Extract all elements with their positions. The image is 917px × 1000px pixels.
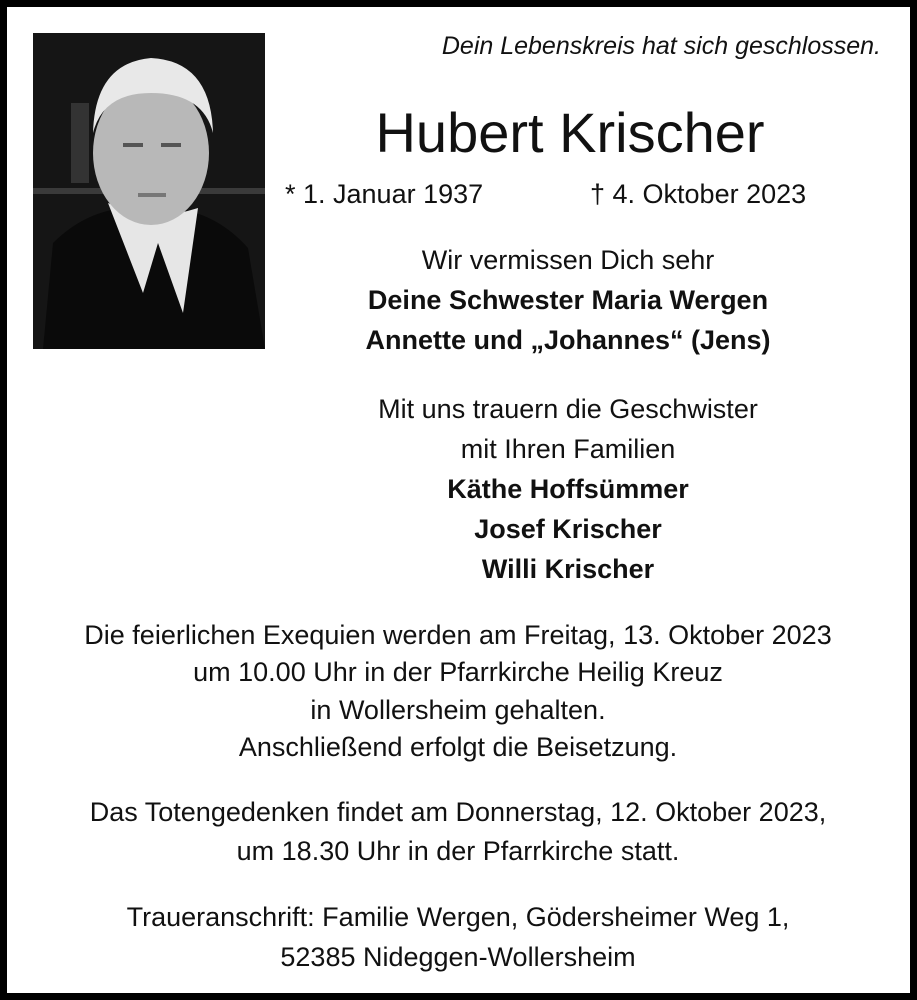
portrait-photo — [33, 33, 265, 349]
family-line: Deine Schwester Maria Wergen — [367, 285, 769, 315]
service-line: in Wollersheim gehalten. — [310, 695, 606, 725]
deceased-name: Hubert Krischer — [375, 101, 765, 164]
service-line: Die feierlichen Exequien werden am Freitag, 13. Oktober 2023 — [84, 620, 832, 650]
mourner-name: Willi Krischer — [481, 554, 655, 584]
mourner-name: Käthe Hoffsümmer — [447, 474, 689, 504]
family-line: Wir vermissen Dich sehr — [421, 245, 715, 275]
address-line: Traueranschrift: Familie Wergen, Gödersheimer Weg 1, — [126, 902, 790, 932]
service-line: Anschließend erfolgt die Beisetzung. — [238, 732, 678, 762]
memorial-line: um 18.30 Uhr in der Pfarrkirche statt. — [236, 836, 680, 866]
memorial-line: Das Totengedenken findet am Donnerstag, 12. Oktober 2023, — [89, 797, 827, 827]
address-line: 52385 Nideggen-Wollersheim — [280, 942, 636, 972]
mourners-intro: Mit uns trauern die Geschwister — [378, 394, 758, 424]
birth-date: * 1. Januar 1937 — [285, 179, 484, 209]
death-date: † 4. Oktober 2023 — [590, 179, 807, 209]
mourner-name: Josef Krischer — [474, 514, 662, 544]
mourners-intro: mit Ihren Familien — [460, 434, 676, 464]
tagline: Dein Lebenskreis hat sich geschlossen. — [441, 32, 881, 60]
service-line: um 10.00 Uhr in der Pfarrkirche Heilig Kreuz — [193, 657, 723, 687]
family-line: Annette und „Johannes“ (Jens) — [365, 325, 771, 355]
